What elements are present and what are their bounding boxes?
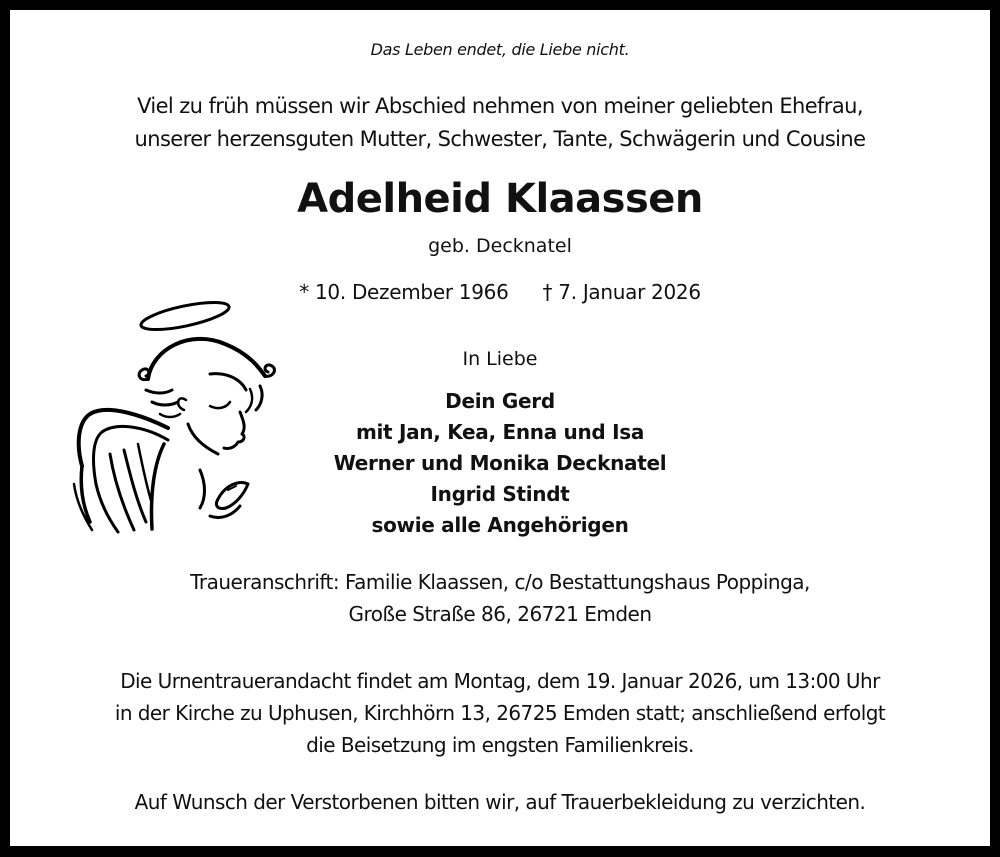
service-line-3: die Beisetzung im engsten Familienkreis. xyxy=(306,733,694,757)
intro-line-2: unserer herzensguten Mutter, Schwester, Tante, Schwägerin und Cousine xyxy=(134,127,866,151)
intro-text xyxy=(10,90,990,156)
mourner: Dein Gerd xyxy=(445,389,555,413)
mourner: sowie alle Angehörigen xyxy=(371,513,629,537)
in-love-label: In Liebe xyxy=(462,348,538,370)
mourner: Werner und Monika Decknatel xyxy=(333,451,667,475)
maiden-name: geb. Decknatel xyxy=(428,235,572,257)
intro-line-1: Viel zu früh müssen wir Abschied nehmen von meiner geliebten Ehefrau, xyxy=(137,94,863,118)
mourners-list xyxy=(10,386,990,541)
obituary-notice xyxy=(10,10,990,846)
address-line-1: Traueranschrift: Familie Klaassen, c/o Bestattungshaus Poppinga, xyxy=(190,570,810,594)
service-line-1: Die Urnentrauerandacht findet am Montag, dem 19. Januar 2026, um 13:00 Uhr xyxy=(120,669,880,693)
motto: Das Leben endet, die Liebe nicht. xyxy=(370,40,630,59)
service-line-2: in der Kirche zu Uphusen, Kirchhörn 13, 26725 Emden statt; anschließend erfolgt xyxy=(114,701,886,725)
mourner: Ingrid Stindt xyxy=(430,482,570,506)
mourning-address xyxy=(10,566,990,630)
address-line-2: Große Straße 86, 26721 Emden xyxy=(348,602,652,626)
death-date: † 7. Januar 2026 xyxy=(542,280,701,304)
birth-date: * 10. Dezember 1966 xyxy=(299,280,509,304)
service-info xyxy=(10,665,990,761)
deceased-name: Adelheid Klaassen xyxy=(297,176,703,222)
dress-code-wish: Auf Wunsch der Verstorbenen bitten wir, auf Trauerbekleidung zu verzichten. xyxy=(134,790,866,814)
mourner: mit Jan, Kea, Enna und Isa xyxy=(355,420,645,444)
